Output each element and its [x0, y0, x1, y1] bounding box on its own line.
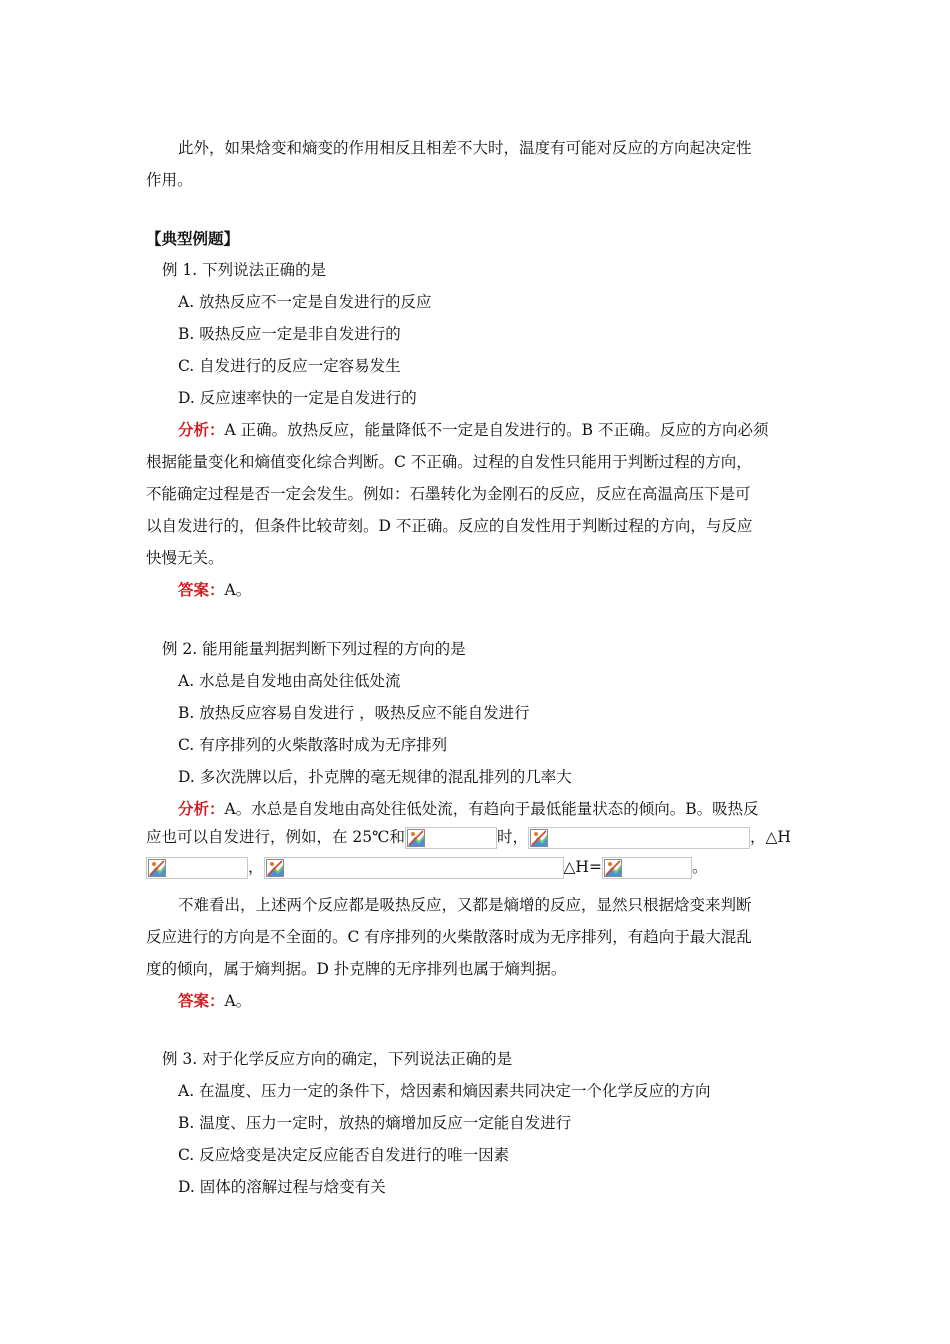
analysis-text: 。: [691, 858, 708, 876]
analysis-text: 应也可以自发进行，例如，在 25℃和: [146, 828, 405, 846]
example1-option-b: B. 吸热反应一定是非自发进行的: [178, 325, 401, 343]
example2-option-d: D. 多次洗牌以后，扑克牌的毫无规律的混乱排列的几率大: [178, 768, 572, 786]
equation-image-placeholder: [602, 857, 692, 879]
answer-text: A。: [224, 581, 252, 599]
analysis-text: ，: [248, 858, 264, 876]
intro-line-1: 此外，如果焓变和熵变的作用相反且相差不大时，温度有可能对反应的方向起决定性: [178, 139, 752, 157]
example1-analysis-line-1: [178, 419, 768, 441]
analysis-label: 分析：: [178, 799, 225, 818]
example1-option-d: D. 反应速率快的一定是自发进行的: [178, 389, 417, 407]
example1-analysis-line-3: 不能确定过程是否一定会发生。例如：石墨转化为金刚石的反应，反应在高温高压下是可: [146, 485, 751, 503]
example1-analysis-line-5: 快慢无关。: [146, 549, 224, 567]
example2-analysis-line-2: [146, 826, 791, 849]
example2-analysis-line-1: [178, 798, 759, 820]
example3-question: 例 3. 对于化学反应方向的确定，下列说法正确的是: [162, 1050, 513, 1068]
analysis-text: ，△H: [750, 828, 791, 846]
analysis-text: A。水总是自发地由高处往低处流，有趋向于最低能量状态的倾向。B。吸热反: [224, 800, 759, 818]
broken-image-icon: [604, 859, 622, 877]
broken-image-icon: [266, 859, 284, 877]
broken-image-icon: [407, 829, 425, 847]
example1-analysis-line-4: 以自发进行的，但条件比较苛刻。D 不正确。反应的自发性用于判断过程的方向，与反应: [146, 517, 753, 535]
equation-image-placeholder: [405, 827, 497, 849]
equation-image-placeholder: [146, 857, 248, 879]
example2-para-line-3: 度的倾向，属于熵判据。D 扑克牌的无序排列也属于熵判据。: [146, 960, 567, 978]
answer-text: A。: [224, 992, 252, 1010]
example3-option-c: C. 反应焓变是决定反应能否自发进行的唯一因素: [178, 1146, 510, 1164]
example1-answer: [178, 579, 251, 601]
equation-image-placeholder: [264, 857, 564, 879]
example2-analysis-line-3: [146, 856, 707, 879]
intro-line-2: 作用。: [146, 171, 193, 189]
example2-option-c: C. 有序排列的火柴散落时成为无序排列: [178, 736, 448, 754]
analysis-text: A 正确。放热反应，能量降低不一定是自发进行的。B 不正确。反应的方向必须: [224, 421, 769, 439]
example3-option-d: D. 固体的溶解过程与焓变有关: [178, 1178, 386, 1196]
equation-image-placeholder: [528, 827, 750, 849]
example2-question: 例 2. 能用能量判据判断下列过程的方向的是: [162, 640, 466, 658]
example1-analysis-line-2: 根据能量变化和熵值变化综合判断。C 不正确。过程的自发性只能用于判断过程的方向，: [146, 453, 752, 471]
broken-image-icon: [530, 829, 548, 847]
example3-option-b: B. 温度、压力一定时，放热的熵增加反应一定能自发进行: [178, 1114, 572, 1132]
broken-image-icon: [148, 859, 166, 877]
example2-answer: [178, 990, 251, 1012]
example2-option-a: A. 水总是自发地由高处往低处流: [178, 672, 401, 690]
example1-option-c: C. 自发进行的反应一定容易发生: [178, 357, 401, 375]
section-title: 【典型例题】: [146, 229, 240, 248]
example3-option-a: A. 在温度、压力一定的条件下，焓因素和熵因素共同决定一个化学反应的方向: [178, 1082, 711, 1100]
analysis-label: 分析：: [178, 420, 225, 439]
answer-label: 答案：: [178, 580, 225, 599]
answer-label: 答案：: [178, 991, 225, 1010]
example1-option-a: A. 放热反应不一定是自发进行的反应: [178, 293, 432, 311]
example1-question: 例 1. 下列说法正确的是: [162, 261, 327, 279]
example2-para-line-2: 反应进行的方向是不全面的。C 有序排列的火柴散落时成为无序排列，有趋向于最大混乱: [146, 928, 752, 946]
analysis-text: △H=: [563, 858, 602, 876]
example2-para-line-1: 不难看出，上述两个反应都是吸热反应，又都是熵增的反应，显然只根据焓变来判断: [178, 896, 752, 914]
analysis-text: 时，: [497, 828, 529, 846]
example2-option-b: B. 放热反应容易自发进行 ，吸热反应不能自发进行: [178, 704, 530, 722]
